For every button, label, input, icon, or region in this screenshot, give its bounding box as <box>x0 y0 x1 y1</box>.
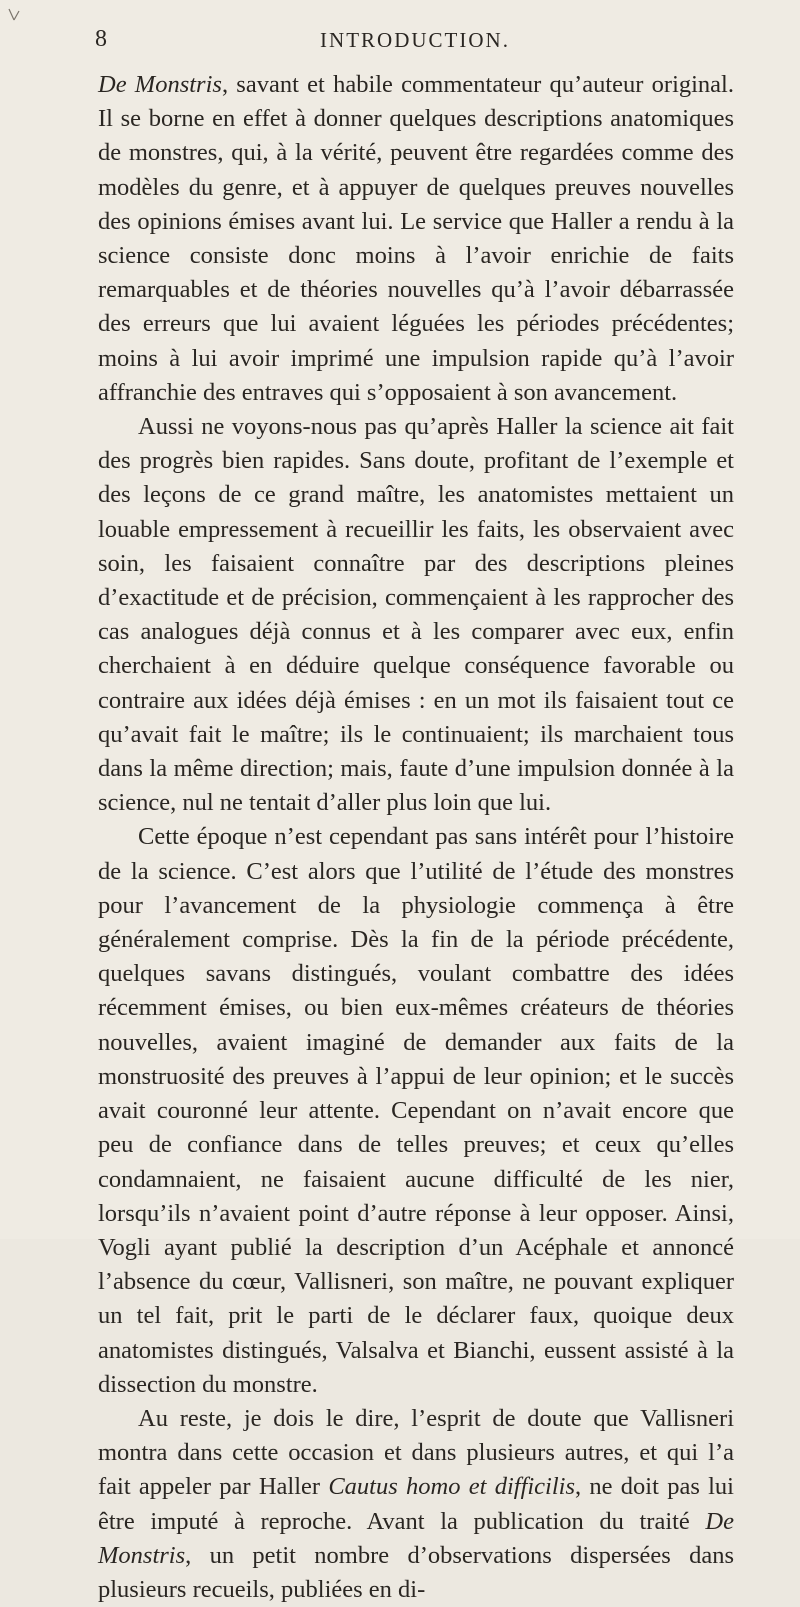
text-run: Cette époque n’est cependant pas sans intérêt pour l’histoire de la science. C’est alors que l’utilité de l’étude des monstres pour l’avancement de la physiologie commença à être généralement comprise. Dès la fin de la période précédente, quelques savans distingués, voulant combattre des idées récemment émises, ou bien eux-mêmes créateurs de théories nouvelles, avaient imaginé de demander aux faits de la monstruosité des preuves à l’appui de leur opinion; et le succès avait couronné leur attente. Cependant on n’avait encore que peu de confiance dans de telles preuves; et ceux qu’elles condamnaient, ne faisaient aucune difficulté de les nier, lorsqu’ils n’avaient point d’autre réponse à leur opposer. Ainsi, Vogli ayant publié la description d’un Acéphale et annoncé l’absence du cœur, Vallisneri, son maître, ne pouvant expliquer un tel fait, prit le parti de le déclarer faux, quoique deux anatomistes distingués, Valsalva et Bianchi, eussent assisté à la dissection du monstre. <box>98 823 734 1398</box>
text-run: , ne doit pas lui être imputé à reproche. Avant la publication du traité <box>98 1473 734 1535</box>
text-run: Aussi ne voyons-nous pas qu’après Haller la science ait fait des progrès bien rapides. Sans doute, profitant de l’exemple et des leçons de ce grand maître, les anatomistes mettaient un louable empressement à recueillir les faits, les observaient avec soin, les faisaient connaître par des descriptions pleines d’exactitude et de précision, commençaient à les rapprocher des cas analogues déjà connus et à les comparer avec eux, enfin cherchaient à en déduire quelque conséquence favorable ou contraire aux idées déjà émises : en un mot ils faisaient tout ce qu’avait fait le maître; ils le continuaient; ils marchaient tous dans la même direction; mais, faute d’une impulsion donnée à la science, nul ne tentait d’aller plus loin que lui. <box>98 413 734 817</box>
text-run: Au reste, je dois le dire, l’esprit de doute que Vallisneri montra dans cette occasion et dans plusieurs autres, et qui l’a fait appeler par Haller <box>98 1404 734 1501</box>
running-head <box>95 26 735 54</box>
running-title: INTRODUCTION. <box>320 28 510 52</box>
page-number: 8 <box>95 26 107 52</box>
paragraph <box>98 820 734 1401</box>
text-run: , savant et habile commentateur qu’auteur original. Il se borne en effet à donner quelques descriptions anatomiques de monstres, qui, à la vérité, peuvent être regardées comme des modèles du genre, et à appuyer de quelques preuves nouvelles des opinions émises avant lui. Le service que Haller a rendu à la science consiste donc moins à l’avoir enrichie de faits remarquables et de théories nouvelles qu’à l’avoir débarrassée des erreurs que lui avaient léguées les périodes précédentes; moins à lui avoir imprimé une impulsion rapide qu’à l’avoir affranchie des entraves qui s’opposaient à son avancement. <box>98 71 734 406</box>
paragraph <box>98 410 734 820</box>
paragraph <box>98 1402 734 1607</box>
text-run: , un petit nombre d’observations dispersées dans plusieurs recueils, publiées en di- <box>98 1541 734 1603</box>
margin-mark <box>8 8 20 22</box>
italic-text: De Monstris <box>98 1507 734 1569</box>
italic-text: De Monstris <box>98 71 222 98</box>
italic-text: Cautus homo et difficilis <box>328 1473 576 1501</box>
body-text <box>98 68 734 1607</box>
paragraph <box>98 68 734 410</box>
